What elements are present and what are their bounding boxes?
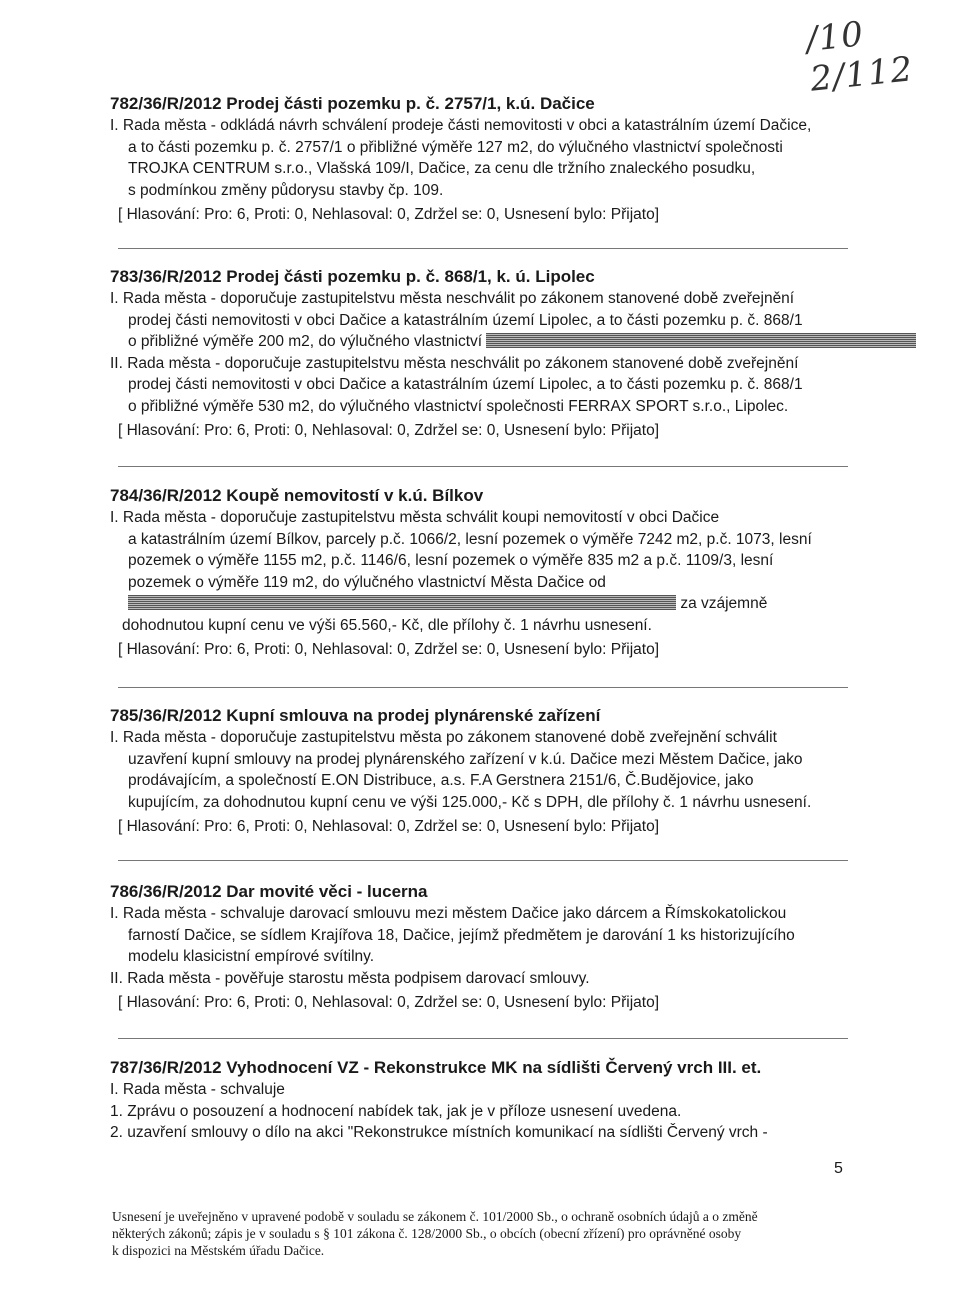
footer-line: k dispozici na Městském úřadu Dačice. — [112, 1243, 325, 1258]
separator-line — [118, 860, 848, 861]
text-line: a to části pozemku p. č. 2757/1 o přibližné výměře 127 m2, do výlučného vlastnictví společnosti — [128, 138, 783, 156]
text-line: prodávajícím, a společností E.ON Distribuce, a.s. F.A Gerstnera 2151/6, Č.Budějovice, jako — [128, 772, 754, 789]
redaction-block — [486, 333, 916, 348]
separator-line — [118, 466, 848, 467]
text-line: I. Rada města - doporučuje zastupitelstvu města schválit koupi nemovitostí v obci Dačice — [110, 509, 720, 526]
text-line: II. Rada města - doporučuje zastupitelstvu města neschválit po zákonem stanovené době zveřejnění — [110, 354, 799, 372]
footer-note — [112, 1208, 852, 1259]
text-line: o přibližné výměře 530 m2, do výlučného vlastnictví společnosti FERRAX SPORT s.r.o., Lipolec. — [128, 397, 789, 415]
resolution-784 — [110, 485, 850, 661]
text-line: I. Rada města - schvaluje — [110, 1081, 285, 1098]
text-fragment: o přibližné výměře 200 m2, do výlučného vlastnictví — [128, 333, 483, 350]
text-line: kupujícím, za dohodnutou kupní cenu ve výši 125.000,- Kč s DPH, dle přílohy č. 1 návrhu usnesení. — [128, 793, 812, 811]
text-line: I. Rada města - doporučuje zastupitelstvu města neschválit po zákonem stanovené době zveřejnění — [110, 290, 795, 307]
vote-result: [ Hlasování: Pro: 6, Proti: 0, Nehlasoval: 0, Zdržel se: 0, Usnesení bylo: Přijato] — [118, 641, 660, 658]
text-line: pozemek o výměře 1155 m2, p.č. 1146/6, lesní pozemek o výměře 835 m2 a p.č. 1109/3, lesní — [128, 552, 774, 569]
vote-result: [ Hlasování: Pro: 6, Proti: 0, Nehlasoval: 0, Zdržel se: 0, Usnesení bylo: Přijato] — [118, 206, 660, 223]
resolution-title: 782/36/R/2012 Prodej části pozemku p. č. 2757/1, k.ú. Dačice — [110, 94, 595, 113]
resolution-title: 787/36/R/2012 Vyhodnocení VZ - Rekonstrukce MK na sídlišti Červený vrch III. et. — [110, 1058, 762, 1077]
resolution-title: 786/36/R/2012 Dar movité věci - lucerna — [110, 882, 428, 901]
text-line: pozemek o výměře 119 m2, do výlučného vlastnictví Města Dačice od — [128, 573, 606, 591]
separator-line — [118, 1038, 848, 1039]
page-number: 5 — [834, 1160, 843, 1177]
resolution-783 — [110, 266, 850, 442]
text-line: II. Rada města - pověřuje starostu města podpisem darovací smlouvy. — [110, 969, 590, 987]
resolution-785 — [110, 705, 850, 838]
resolution-787 — [110, 1057, 850, 1144]
text-line: 1. Zprávu o posouzení a hodnocení nabídek tak, jak je v příloze usnesení uvedena. — [110, 1102, 682, 1120]
text-line: a katastrálním území Bílkov, parcely p.č. 1066/2, lesní pozemek o výměře 7242 m2, p.č. 1073, lesní — [128, 530, 812, 548]
text-line-with-redaction — [110, 331, 850, 353]
text-line: s podmínkou změny půdorysu stavby čp. 109. — [128, 181, 444, 199]
text-line: prodej části nemovitosti v obci Dačice a katastrálním území Lipolec, a to části pozemku p. č. 868/1 — [128, 376, 803, 393]
text-line: I. Rada města - odkládá návrh schválení prodeje části nemovitosti v obci a katastrálním území Dačice, — [110, 117, 812, 134]
resolution-title: 784/36/R/2012 Koupě nemovitostí v k.ú. Bílkov — [110, 486, 484, 505]
handwritten-page-stamp: /10 2/112 — [804, 14, 916, 100]
vote-result: [ Hlasování: Pro: 6, Proti: 0, Nehlasoval: 0, Zdržel se: 0, Usnesení bylo: Přijato] — [118, 422, 660, 439]
separator-line — [118, 687, 848, 688]
text-line: TROJKA CENTRUM s.r.o., Vlašská 109/I, Dačice, za cenu dle tržního znaleckého posudku, — [128, 160, 756, 177]
text-line: prodej části nemovitosti v obci Dačice a katastrálním území Lipolec, a to části pozemku p. č. 868/1 — [128, 311, 803, 329]
text-line: farností Dačice, se sídlem Krajířova 18, Dačice, jejímž předmětem je darování 1 ks historizujícího — [128, 926, 795, 944]
text-fragment: za vzájemně — [680, 595, 768, 612]
footer-line: Usnesení je uveřejněno v upravené podobě v souladu se zákonem č. 101/2000 Sb., o ochraně osobních údajů a o změně — [112, 1209, 758, 1224]
redaction-block — [128, 595, 676, 610]
vote-result: [ Hlasování: Pro: 6, Proti: 0, Nehlasoval: 0, Zdržel se: 0, Usnesení bylo: Přijato] — [118, 818, 660, 835]
footer-line: některých zákonů; zápis je v souladu s § 101 zákona č. 128/2000 Sb., o obcích (obecní zřízení) pro oprávněné osoby — [112, 1226, 742, 1241]
resolution-title: 783/36/R/2012 Prodej části pozemku p. č. 868/1, k. ú. Lipolec — [110, 267, 595, 286]
resolution-title: 785/36/R/2012 Kupní smlouva na prodej plynárenské zařízení — [110, 706, 601, 725]
text-line: dohodnutou kupní cenu ve výši 65.560,- Kč, dle přílohy č. 1 návrhu usnesení. — [122, 616, 652, 634]
text-line: I. Rada města - schvaluje darovací smlouvu mezi městem Dačice jako dárcem a Římskokatolickou — [110, 905, 787, 922]
text-line: uzavření kupní smlouvy na prodej plynárenského zařízení v k.ú. Dačice mezi Městem Dačice, jako — [128, 750, 803, 768]
text-line: modelu klasicistní empírové svítilny. — [128, 948, 375, 965]
separator-line — [118, 248, 848, 249]
text-line: 2. uzavření smlouvy o dílo na akci "Rekonstrukce místních komunikací na sídlišti Červený vrch - — [110, 1124, 768, 1141]
text-line: I. Rada města - doporučuje zastupitelstvu města po zákonem stanovené době zveřejnění schválit — [110, 729, 777, 746]
vote-result: [ Hlasování: Pro: 6, Proti: 0, Nehlasoval: 0, Zdržel se: 0, Usnesení bylo: Přijato] — [118, 994, 660, 1011]
text-line-with-redaction — [110, 593, 850, 615]
resolution-786 — [110, 881, 850, 1014]
resolution-782 — [110, 93, 850, 226]
